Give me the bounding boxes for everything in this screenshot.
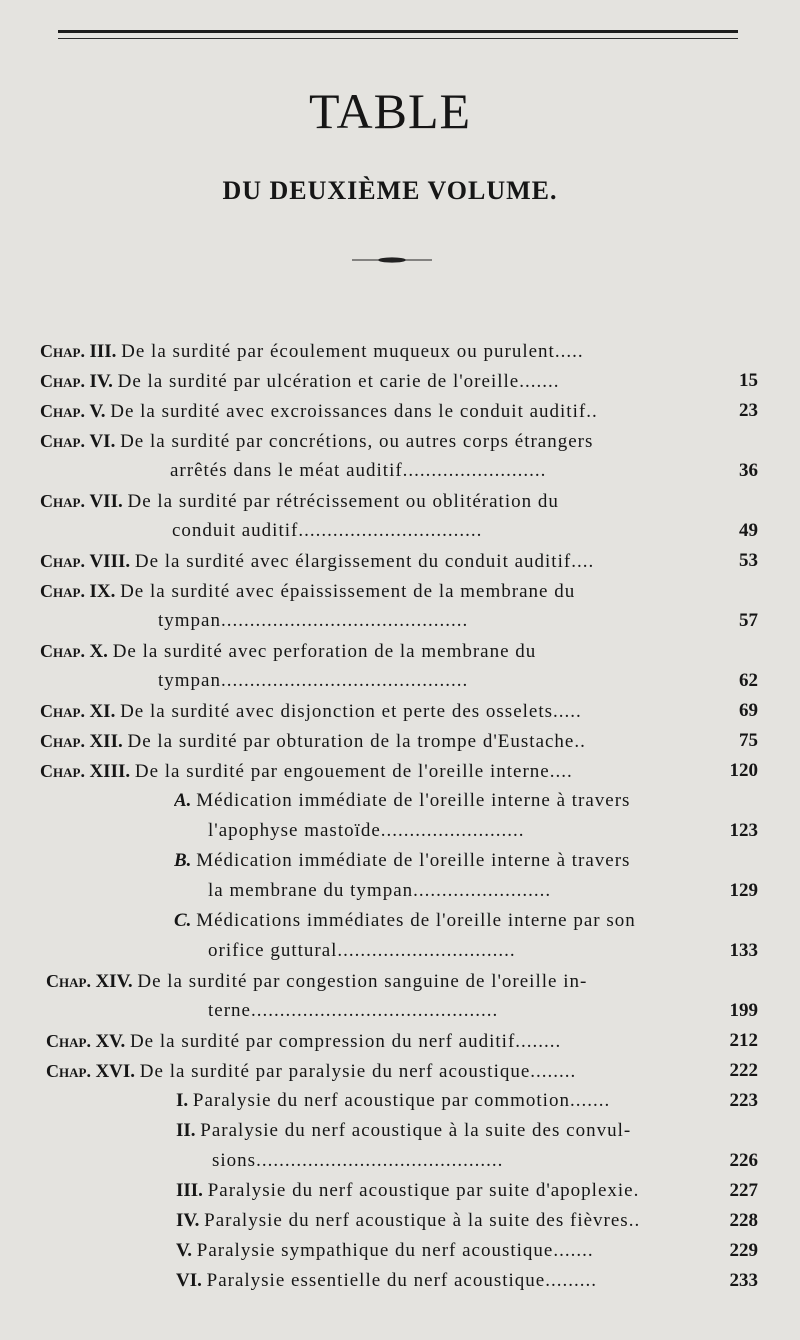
entry-title: De la surdité par compression du nerf auditif........ <box>129 1031 562 1052</box>
entry-title: De la surdité par congestion sanguine de l'oreille in- <box>137 971 588 992</box>
page-number: 233 <box>729 1270 758 1291</box>
toc-entry <box>40 336 696 366</box>
entry-number: A. <box>174 790 197 811</box>
page-number: 133 <box>729 940 758 961</box>
entry-number: VI. <box>89 431 121 452</box>
entry-number: IX. <box>89 581 121 602</box>
entry-title: Paralysie du nerf acoustique à la suite des fièvres.. <box>204 1210 641 1231</box>
toc-entry <box>40 426 696 456</box>
page-number: 199 <box>729 1000 758 1021</box>
toc-entry <box>46 966 696 996</box>
chapter-label: Chap. <box>40 431 90 451</box>
chapter-label: Chap. <box>46 971 96 991</box>
entry-title: tympan........................................... <box>158 610 469 631</box>
page-title: TABLE <box>308 83 472 139</box>
page-number: 53 <box>739 550 758 571</box>
toc-entry <box>40 396 696 426</box>
entry-number: III. <box>89 341 122 362</box>
toc-entry <box>174 846 696 876</box>
entry-number: VI. <box>176 1270 207 1291</box>
entry-title: arrêtés dans le méat auditif......................... <box>170 460 547 481</box>
toc-entry <box>176 1266 696 1296</box>
entry-title: De la surdité avec excroissances dans le conduit auditif.. <box>110 401 598 422</box>
page-number: 223 <box>729 1090 758 1111</box>
page-number: 228 <box>729 1210 758 1231</box>
entry-title: De la surdité par obturation de la trompe d'Eustache.. <box>127 731 586 752</box>
page-number: 75 <box>739 730 758 751</box>
entry-title: la membrane du tympan........................ <box>208 880 552 901</box>
page-number: 49 <box>739 520 758 541</box>
page-number: 229 <box>729 1240 758 1261</box>
toc-entry <box>40 486 696 516</box>
page-number: 15 <box>739 370 758 391</box>
entry-title: terne........................................... <box>208 1000 499 1021</box>
entry-title: conduit auditif................................ <box>172 520 483 541</box>
page-number: 120 <box>729 760 758 781</box>
entry-title: Médications immédiates de l'oreille interne par son <box>196 910 636 931</box>
entry-title: De la surdité par paralysie du nerf acoustique........ <box>139 1061 577 1082</box>
toc-entry <box>40 636 696 666</box>
entry-number: IV. <box>176 1210 205 1231</box>
page-number: 222 <box>729 1060 758 1081</box>
entry-number: XIV. <box>95 971 138 992</box>
entry-title: De la surdité avec épaississement de la membrane du <box>120 581 576 602</box>
top-rule-thin <box>58 38 738 39</box>
chapter-label: Chap. <box>40 581 90 601</box>
chapter-label: Chap. <box>40 761 90 781</box>
entry-title: De la surdité par concrétions, ou autres corps étrangers <box>120 431 594 452</box>
ornament-divider-icon <box>352 256 432 264</box>
entry-number: X. <box>89 641 113 662</box>
entry-number: V. <box>176 1240 197 1261</box>
toc-entry <box>212 1146 696 1176</box>
toc-entry <box>208 816 696 846</box>
toc-entry <box>170 456 696 486</box>
chapter-label: Chap. <box>40 731 90 751</box>
toc-entry <box>158 666 696 696</box>
entry-number: C. <box>174 910 197 931</box>
toc-entry <box>40 366 696 396</box>
entry-title: orifice guttural............................... <box>208 940 516 961</box>
chapter-label: Chap. <box>40 551 90 571</box>
page-number: 62 <box>739 670 758 691</box>
toc-entry <box>40 696 696 726</box>
entry-title: Paralysie sympathique du nerf acoustique....... <box>196 1240 594 1261</box>
chapter-label: Chap. <box>40 491 90 511</box>
entry-title: De la surdité par ulcération et carie de l'oreille....... <box>117 371 560 392</box>
toc-entry <box>208 876 696 906</box>
entry-title: De la surdité avec disjonction et perte des osselets..... <box>120 701 582 722</box>
toc-entry <box>176 1086 696 1116</box>
page-number: 227 <box>729 1180 758 1201</box>
chapter-label: Chap. <box>46 1061 96 1081</box>
toc-entry <box>46 1026 696 1056</box>
page-number: 57 <box>739 610 758 631</box>
toc-entry <box>40 756 696 786</box>
toc-entry <box>46 1056 696 1086</box>
page-number: 123 <box>729 820 758 841</box>
entry-number: V. <box>89 401 111 422</box>
toc-entry <box>176 1116 696 1146</box>
toc-entry <box>174 906 696 936</box>
page-number: 23 <box>739 400 758 421</box>
entry-title: De la surdité par écoulement muqueux ou purulent..... <box>121 341 584 362</box>
entry-number: IV. <box>89 371 118 392</box>
entry-title: Médication immédiate de l'oreille interne à travers <box>196 790 631 811</box>
entry-number: I. <box>176 1090 193 1111</box>
entry-number: XIII. <box>89 761 135 782</box>
page-number: 129 <box>729 880 758 901</box>
entry-number: XI. <box>89 701 121 722</box>
entry-title: De la surdité avec perforation de la membrane du <box>112 641 537 662</box>
toc-entry <box>40 576 696 606</box>
toc-entry <box>176 1206 696 1236</box>
toc-entry <box>40 726 696 756</box>
entry-number: III. <box>176 1180 208 1201</box>
toc-entry <box>40 546 696 576</box>
chapter-label: Chap. <box>40 641 90 661</box>
entry-number: B. <box>174 850 197 871</box>
entry-number: XVI. <box>95 1061 140 1082</box>
entry-title: Médication immédiate de l'oreille interne à travers <box>196 850 631 871</box>
entry-title: Paralysie du nerf acoustique par commotion....... <box>192 1090 611 1111</box>
page-subtitle: DU DEUXIÈME VOLUME. <box>222 176 558 205</box>
page-number: 69 <box>739 700 758 721</box>
toc-entry <box>176 1176 696 1206</box>
page-number: 36 <box>739 460 758 481</box>
toc-entry <box>176 1236 696 1266</box>
entry-number: XII. <box>89 731 128 752</box>
entry-title: sions........................................... <box>212 1150 504 1171</box>
chapter-label: Chap. <box>40 401 90 421</box>
chapter-label: Chap. <box>40 371 90 391</box>
top-rule <box>58 30 738 33</box>
entry-title: l'apophyse mastoïde......................... <box>208 820 525 841</box>
entry-number: VII. <box>89 491 128 512</box>
entry-title: tympan........................................... <box>158 670 469 691</box>
toc-entry <box>174 786 696 816</box>
entry-title: Paralysie essentielle du nerf acoustique......... <box>206 1270 597 1291</box>
entry-title: De la surdité avec élargissement du conduit auditif.... <box>134 551 595 572</box>
toc-entry <box>208 996 696 1026</box>
page-number: 212 <box>729 1030 758 1051</box>
entry-number: II. <box>176 1120 201 1141</box>
toc-entry <box>208 936 696 966</box>
chapter-label: Chap. <box>40 701 90 721</box>
entry-title: De la surdité par rétrécissement ou oblitération du <box>127 491 559 512</box>
entry-title: Paralysie du nerf acoustique à la suite des convul- <box>200 1120 632 1141</box>
entry-title: Paralysie du nerf acoustique par suite d'apoplexie. <box>207 1180 640 1201</box>
page-number: 226 <box>729 1150 758 1171</box>
chapter-label: Chap. <box>46 1031 96 1051</box>
toc-entry <box>172 516 696 546</box>
entry-title: De la surdité par engouement de l'oreille interne.... <box>134 761 573 782</box>
entry-number: XV. <box>95 1031 130 1052</box>
toc-entry <box>158 606 696 636</box>
entry-number: VIII. <box>89 551 135 572</box>
chapter-label: Chap. <box>40 341 90 361</box>
